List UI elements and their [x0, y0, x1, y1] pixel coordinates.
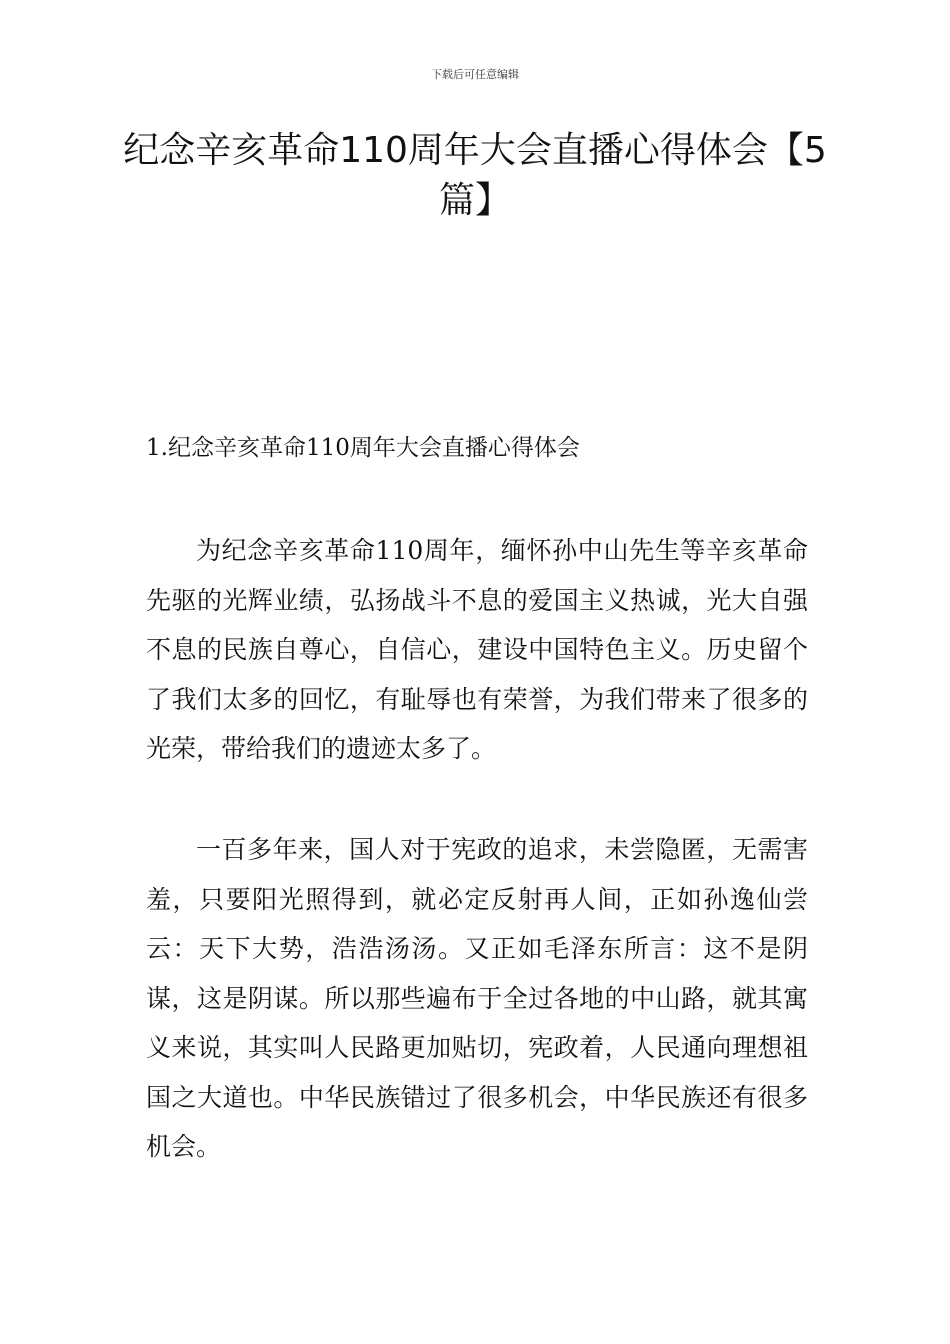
document-title: 纪念辛亥革命110周年大会直播心得体会【5篇】 — [123, 130, 827, 221]
section-heading: 1.纪念辛亥革命110周年大会直播心得体会 — [146, 435, 580, 461]
header-note: 下载后可任意编辑 — [431, 68, 519, 81]
paragraph: 为纪念辛亥革命110周年，缅怀孙中山先生等辛亥革命先驱的光辉业绩，弘扬战斗不息的爱国主义热诚，光大自强不息的民族自尊心，自信心，建设中国特色主义。历史留个了我们太多的回忆，有耻辱也有荣誉，为我们带来了很多的光荣，带给我们的遗迹太多了。 — [146, 536, 808, 763]
paragraph: 一百多年来，国人对于宪政的追求，未尝隐匿，无需害羞，只要阳光照得到，就必定反射再人间，正如孙逸仙尝云：天下大势，浩浩汤汤。又正如毛泽东所言：这不是阴谋，这是阴谋。所以那些遍布于全过各地的中山路，就其寓义来说，其实叫人民路更加贴切，宪政着，人民通向理想祖国之大道也。中华民族错过了很多机会，中华民族还有很多机会。 — [146, 835, 808, 1161]
